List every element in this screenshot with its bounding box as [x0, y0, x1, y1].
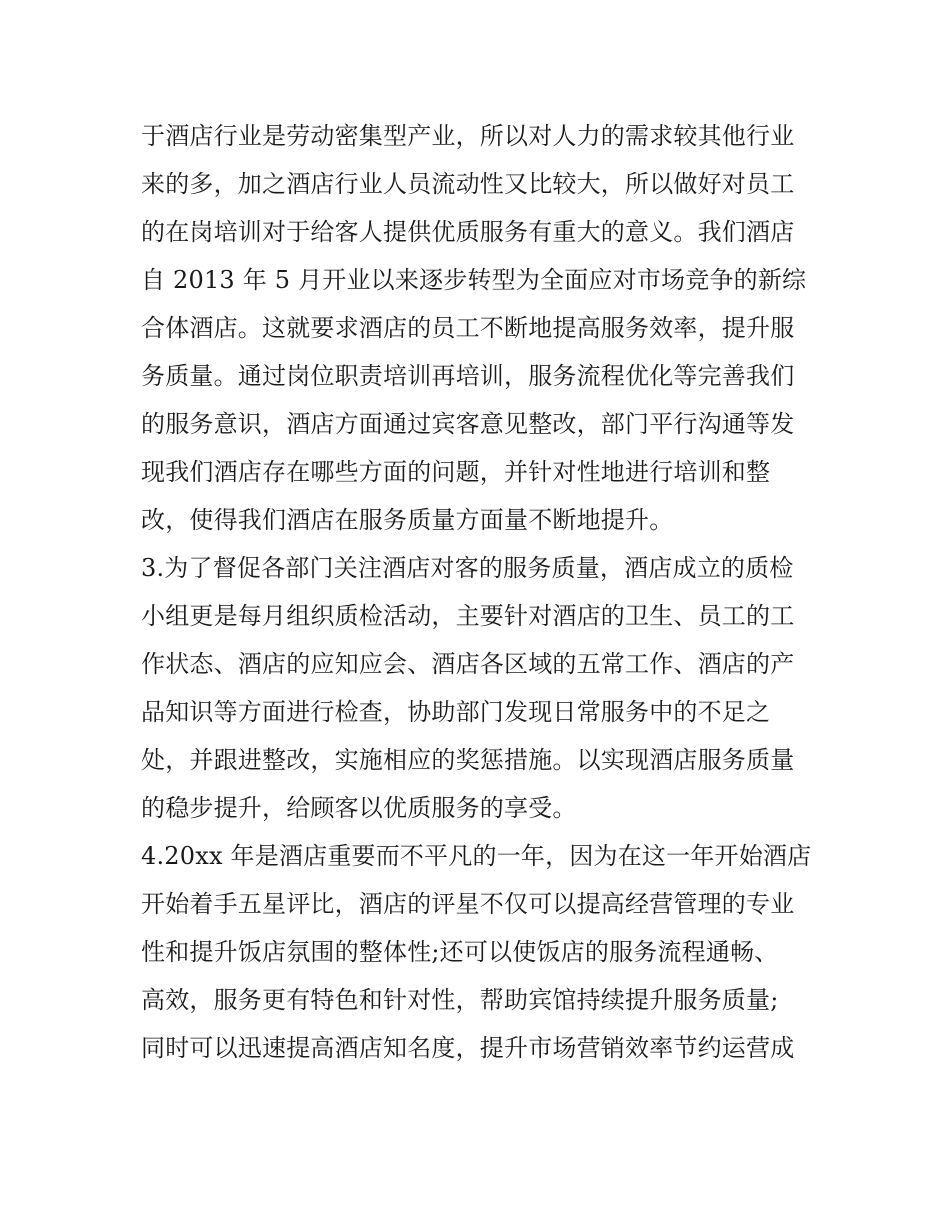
text-line: 的稳步提升，给顾客以优质服务的享受。: [141, 794, 577, 822]
text-line: 现我们酒店存在哪些方面的问题，并针对性地进行培训和整: [141, 458, 771, 486]
text-line: 务质量。通过岗位职责培训再培训，服务流程优化等完善我们: [141, 362, 795, 390]
text-line: 3.为了督促各部门关注酒店对客的服务质量，酒店成立的质检: [141, 554, 794, 582]
text-line: 4.20xx 年是酒店重要而不平凡的一年，因为在这一年开始酒店: [141, 842, 812, 870]
text-line: 于酒店行业是劳动密集型产业，所以对人力的需求较其他行业: [141, 122, 795, 150]
text-line: 小组更是每月组织质检活动，主要针对酒店的卫生、员工的工: [141, 602, 795, 630]
text-line: 同时可以迅速提高酒店知名度，提升市场营销效率节约运营成: [141, 1034, 795, 1062]
text-line: 开始着手五星评比，酒店的评星不仅可以提高经营管理的专业: [141, 890, 795, 918]
text-line: 品知识等方面进行检查，协助部门发现日常服务中的不足之: [141, 698, 771, 726]
text-line: 的在岗培训对于给客人提供优质服务有重大的意义。我们酒店: [141, 218, 795, 246]
text-line: 的服务意识，酒店方面通过宾客意见整改，部门平行沟通等发: [141, 410, 795, 438]
text-line: 来的多，加之酒店行业人员流动性又比较大，所以做好对员工: [141, 170, 795, 198]
text-line: 改，使得我们酒店在服务质量方面量不断地提升。: [141, 506, 674, 534]
text-line: 作状态、酒店的应知应会、酒店各区域的五常工作、酒店的产: [141, 650, 795, 678]
text-line: 处，并跟进整改，实施相应的奖惩措施。以实现酒店服务质量: [141, 746, 795, 774]
text-line: 合体酒店。这就要求酒店的员工不断地提高服务效率，提升服: [141, 314, 795, 342]
text-line: 高效，服务更有特色和针对性，帮助宾馆持续提升服务质量;: [141, 986, 779, 1014]
text-line: 性和提升饭店氛围的整体性;还可以使饭店的服务流程通畅、: [141, 938, 779, 966]
text-line: 自 2013 年 5 月开业以来逐步转型为全面应对市场竞争的新综: [141, 266, 807, 294]
body-text: [141, 112, 821, 1072]
